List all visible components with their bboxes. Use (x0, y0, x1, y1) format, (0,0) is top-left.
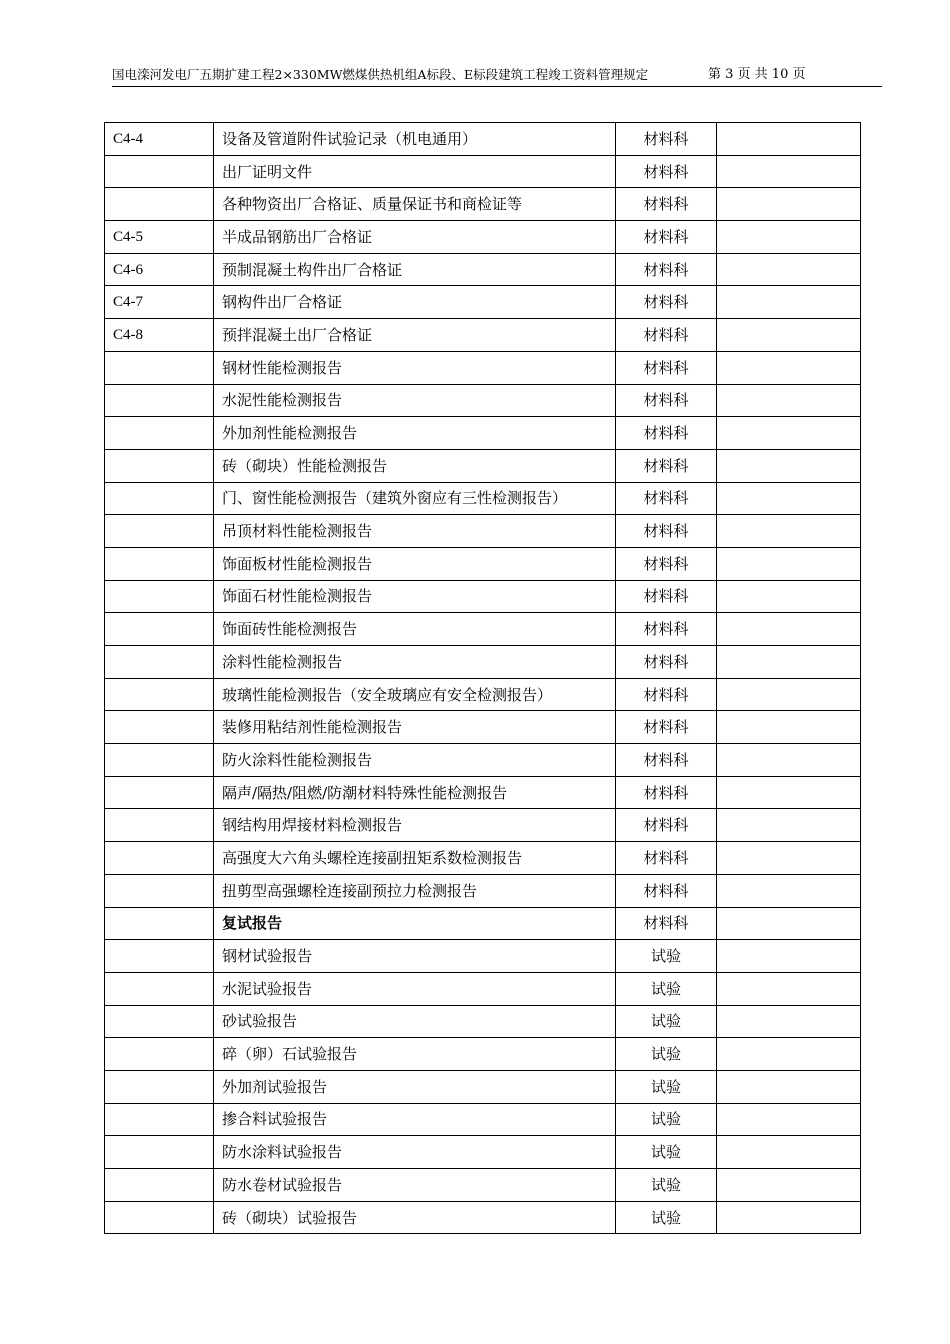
code-cell (105, 449, 214, 482)
item-name-cell: 钢构件出厂合格证 (214, 286, 616, 319)
code-cell (105, 417, 214, 450)
item-name-cell: 设备及管道附件试验记录（机电通用） (214, 123, 616, 156)
code-cell (105, 1103, 214, 1136)
department-cell: 试验 (616, 1038, 717, 1071)
table-row (105, 744, 861, 777)
item-name-cell: 涂料性能检测报告 (214, 646, 616, 679)
code-cell (105, 711, 214, 744)
table-row (105, 1070, 861, 1103)
item-name-cell: 预制混凝土构件出厂合格证 (214, 253, 616, 286)
note-cell (717, 940, 861, 973)
code-cell (105, 1005, 214, 1038)
item-name-cell: 饰面石材性能检测报告 (214, 580, 616, 613)
item-name-cell: 掺合料试验报告 (214, 1103, 616, 1136)
department-cell: 试验 (616, 1103, 717, 1136)
code-cell (105, 482, 214, 515)
item-name-cell: 出厂证明文件 (214, 155, 616, 188)
table-row (105, 188, 861, 221)
department-cell: 材料科 (616, 123, 717, 156)
item-name-cell: 钢结构用焊接材料检测报告 (214, 809, 616, 842)
department-cell: 材料科 (616, 678, 717, 711)
code-cell (105, 1169, 214, 1202)
table-row (105, 384, 861, 417)
item-name-cell: 砂试验报告 (214, 1005, 616, 1038)
code-cell (105, 613, 214, 646)
code-cell (105, 744, 214, 777)
department-cell: 材料科 (616, 286, 717, 319)
note-cell (717, 417, 861, 450)
code-cell (105, 547, 214, 580)
item-name-cell: 砖（砌块）性能检测报告 (214, 449, 616, 482)
code-cell: C4-6 (105, 253, 214, 286)
code-cell (105, 972, 214, 1005)
note-cell (717, 1169, 861, 1202)
code-cell (105, 1038, 214, 1071)
department-cell: 材料科 (616, 613, 717, 646)
item-name-cell: 水泥性能检测报告 (214, 384, 616, 417)
note-cell (717, 351, 861, 384)
note-cell (717, 1070, 861, 1103)
note-cell (717, 1201, 861, 1234)
table-row (105, 1038, 861, 1071)
item-name-cell: 饰面砖性能检测报告 (214, 613, 616, 646)
department-cell: 材料科 (616, 646, 717, 679)
note-cell (717, 286, 861, 319)
table-row (105, 940, 861, 973)
code-cell (105, 678, 214, 711)
table-row (105, 1201, 861, 1234)
department-cell: 材料科 (616, 776, 717, 809)
code-cell (105, 809, 214, 842)
note-cell (717, 646, 861, 679)
table-row (105, 1005, 861, 1038)
note-cell (717, 678, 861, 711)
table-row (105, 972, 861, 1005)
code-cell (105, 646, 214, 679)
item-name-cell: 隔声/隔热/阻燃/防潮材料特殊性能检测报告 (214, 776, 616, 809)
item-name-cell: 外加剂试验报告 (214, 1070, 616, 1103)
item-name-cell: 半成品钢筋出厂合格证 (214, 221, 616, 254)
department-cell: 材料科 (616, 351, 717, 384)
table-row (105, 809, 861, 842)
note-cell (717, 907, 861, 940)
item-name-cell: 预拌混凝土出厂合格证 (214, 319, 616, 352)
table-row (105, 221, 861, 254)
table-row (105, 482, 861, 515)
item-name-cell: 扭剪型高强螺栓连接副预拉力检测报告 (214, 874, 616, 907)
table-row (105, 417, 861, 450)
records-table (104, 122, 861, 1234)
department-cell: 材料科 (616, 221, 717, 254)
note-cell (717, 515, 861, 548)
table-row (105, 286, 861, 319)
department-cell: 材料科 (616, 515, 717, 548)
item-name-cell: 玻璃性能检测报告（安全玻璃应有安全检测报告） (214, 678, 616, 711)
table-row (105, 776, 861, 809)
department-cell: 试验 (616, 1070, 717, 1103)
item-name-cell: 防水卷材试验报告 (214, 1169, 616, 1202)
item-name-cell: 水泥试验报告 (214, 972, 616, 1005)
code-cell (105, 188, 214, 221)
department-cell: 材料科 (616, 842, 717, 875)
department-cell: 材料科 (616, 155, 717, 188)
item-name-cell: 外加剂性能检测报告 (214, 417, 616, 450)
department-cell: 材料科 (616, 188, 717, 221)
department-cell: 试验 (616, 972, 717, 1005)
item-name-cell: 饰面板材性能检测报告 (214, 547, 616, 580)
code-cell (105, 907, 214, 940)
page-number: 第 3 页 共 10 页 (708, 67, 806, 82)
note-cell (717, 776, 861, 809)
department-cell: 试验 (616, 1169, 717, 1202)
table-row (105, 449, 861, 482)
note-cell (717, 972, 861, 1005)
department-cell: 材料科 (616, 907, 717, 940)
department-cell: 试验 (616, 1201, 717, 1234)
note-cell (717, 874, 861, 907)
table-row (105, 319, 861, 352)
table-row (105, 613, 861, 646)
note-cell (717, 123, 861, 156)
item-name-cell: 防水涂料试验报告 (214, 1136, 616, 1169)
note-cell (717, 384, 861, 417)
note-cell (717, 221, 861, 254)
department-cell: 材料科 (616, 580, 717, 613)
note-cell (717, 809, 861, 842)
table-row (105, 711, 861, 744)
note-cell (717, 744, 861, 777)
department-cell: 材料科 (616, 384, 717, 417)
table-row (105, 1169, 861, 1202)
code-cell: C4-4 (105, 123, 214, 156)
table-row (105, 1136, 861, 1169)
item-name-cell: 砖（砌块）试验报告 (214, 1201, 616, 1234)
department-cell: 材料科 (616, 547, 717, 580)
department-cell: 材料科 (616, 253, 717, 286)
department-cell: 材料科 (616, 809, 717, 842)
item-name-cell: 防火涂料性能检测报告 (214, 744, 616, 777)
code-cell: C4-5 (105, 221, 214, 254)
code-cell (105, 1136, 214, 1169)
code-cell (105, 842, 214, 875)
department-cell: 材料科 (616, 417, 717, 450)
item-name-cell: 装修用粘结剂性能检测报告 (214, 711, 616, 744)
document-title: 国电滦河发电厂五期扩建工程2×330MW燃煤供热机组A标段、E标段建筑工程竣工资料管理规定 (112, 67, 649, 82)
code-cell (105, 384, 214, 417)
code-cell: C4-8 (105, 319, 214, 352)
table-row (105, 646, 861, 679)
item-name-cell: 高强度大六角头螺栓连接副扭矩系数检测报告 (214, 842, 616, 875)
table-row (105, 678, 861, 711)
table-row (105, 874, 861, 907)
code-cell (105, 351, 214, 384)
code-cell: C4-7 (105, 286, 214, 319)
code-cell (105, 940, 214, 973)
item-name-cell: 碎（卵）石试验报告 (214, 1038, 616, 1071)
table-row (105, 580, 861, 613)
item-name-cell: 钢材试验报告 (214, 940, 616, 973)
department-cell: 材料科 (616, 874, 717, 907)
department-cell: 材料科 (616, 319, 717, 352)
code-cell (105, 874, 214, 907)
code-cell (105, 515, 214, 548)
table-row (105, 1103, 861, 1136)
note-cell (717, 1038, 861, 1071)
code-cell (105, 1070, 214, 1103)
note-cell (717, 155, 861, 188)
note-cell (717, 188, 861, 221)
code-cell (105, 1201, 214, 1234)
table-row (105, 842, 861, 875)
page-header (112, 64, 882, 87)
item-name-cell: 各种物资出厂合格证、质量保证书和商检证等 (214, 188, 616, 221)
item-name-cell: 复试报告 (214, 907, 616, 940)
department-cell: 材料科 (616, 449, 717, 482)
department-cell: 材料科 (616, 711, 717, 744)
note-cell (717, 580, 861, 613)
table-row (105, 253, 861, 286)
code-cell (105, 155, 214, 188)
table-row (105, 155, 861, 188)
department-cell: 试验 (616, 940, 717, 973)
department-cell: 材料科 (616, 744, 717, 777)
note-cell (717, 482, 861, 515)
note-cell (717, 547, 861, 580)
note-cell (717, 613, 861, 646)
item-name-cell: 门、窗性能检测报告（建筑外窗应有三性检测报告） (214, 482, 616, 515)
department-cell: 材料科 (616, 482, 717, 515)
department-cell: 试验 (616, 1005, 717, 1038)
note-cell (717, 1103, 861, 1136)
table-row (105, 907, 861, 940)
item-name-cell: 钢材性能检测报告 (214, 351, 616, 384)
department-cell: 试验 (616, 1136, 717, 1169)
note-cell (717, 319, 861, 352)
note-cell (717, 449, 861, 482)
item-name-cell: 吊顶材料性能检测报告 (214, 515, 616, 548)
records-table-body (105, 123, 861, 1234)
note-cell (717, 253, 861, 286)
note-cell (717, 711, 861, 744)
table-row (105, 351, 861, 384)
table-row (105, 123, 861, 156)
table-row (105, 515, 861, 548)
note-cell (717, 1005, 861, 1038)
note-cell (717, 842, 861, 875)
table-row (105, 547, 861, 580)
code-cell (105, 580, 214, 613)
code-cell (105, 776, 214, 809)
note-cell (717, 1136, 861, 1169)
